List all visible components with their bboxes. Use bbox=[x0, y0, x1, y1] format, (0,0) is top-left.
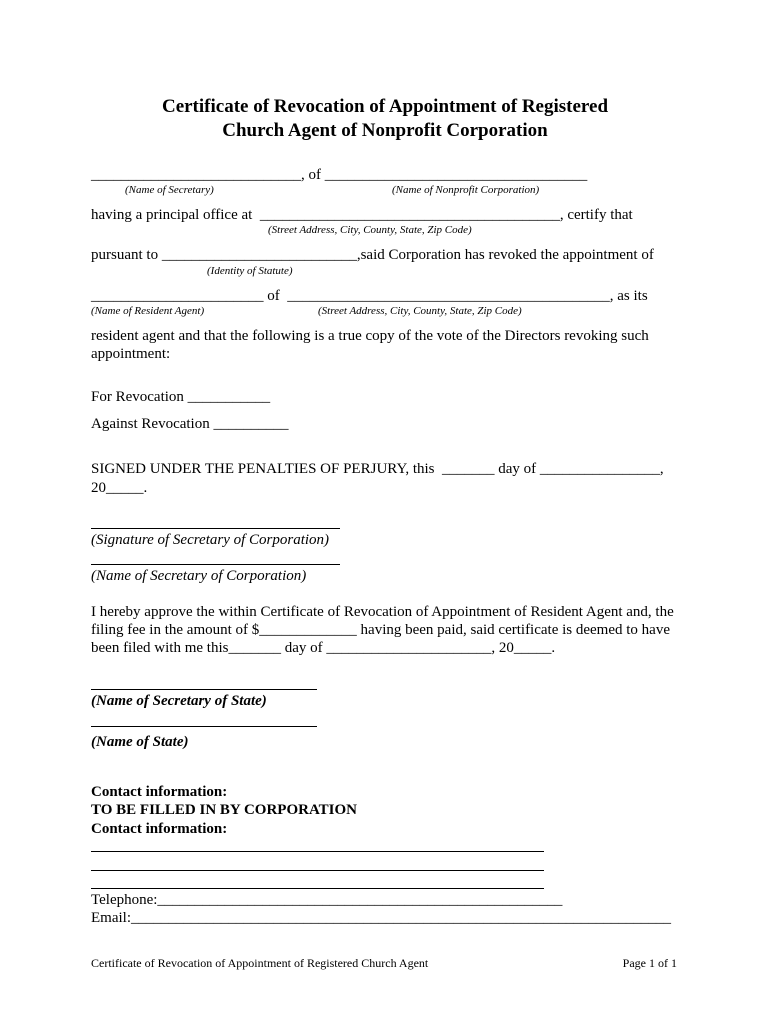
footer-page-number: Page 1 of 1 bbox=[622, 956, 677, 970]
caption-identity-of-statute: (Identity of Statute) bbox=[207, 265, 293, 277]
caption-name-of-resident-agent: (Name of Resident Agent) bbox=[91, 305, 205, 317]
caption-name-of-state: (Name of State) bbox=[91, 734, 189, 750]
resident-agent-line: _______________________ of ___________________________________________, as its bbox=[91, 288, 648, 304]
approval-line-1: I hereby approve the within Certificate of Revocation of Appointment of Resident Agent and, the bbox=[91, 604, 674, 620]
caption-office-address: (Street Address, City, County, State, Zip Code) bbox=[268, 224, 472, 236]
document-title-line-1: Certificate of Revocation of Appointment of Registered bbox=[161, 96, 609, 117]
caption-signature-of-secretary: (Signature of Secretary of Corporation) bbox=[91, 532, 330, 548]
contact-rule-1 bbox=[91, 851, 544, 852]
secretary-of-state-rule bbox=[91, 689, 317, 690]
secretary-corporation-line: ____________________________, of ___________________________________ bbox=[91, 167, 588, 183]
contact-heading-1: Contact information: bbox=[91, 784, 228, 800]
name-secretary-rule bbox=[91, 564, 340, 565]
contact-rule-2 bbox=[91, 870, 544, 871]
caption-name-of-secretary-corporation: (Name of Secretary of Corporation) bbox=[91, 568, 307, 584]
contact-rule-3 bbox=[91, 888, 544, 889]
document-title-line-2: Church Agent of Nonprofit Corporation bbox=[222, 120, 548, 141]
contact-heading-2: TO BE FILLED IN BY CORPORATION bbox=[91, 802, 358, 818]
against-revocation-line: Against Revocation __________ bbox=[91, 416, 289, 432]
approval-line-3: been filed with me this_______ day of ______________________, 20_____. bbox=[91, 640, 556, 656]
caption-name-of-secretary: (Name of Secretary) bbox=[125, 184, 214, 196]
caption-name-of-secretary-of-state: (Name of Secretary of State) bbox=[91, 693, 267, 709]
footer-document-name: Certificate of Revocation of Appointment of Registered Church Agent bbox=[91, 956, 429, 970]
email-line: Email:________________________________________________________________________ bbox=[91, 910, 671, 926]
principal-office-line: having a principal office at ________________________________________, certify that bbox=[91, 207, 633, 223]
contact-heading-3: Contact information: bbox=[91, 821, 228, 837]
vote-paragraph-line-1: resident agent and that the following is a true copy of the vote of the Directors revoking such bbox=[91, 328, 649, 344]
signed-penalties-line-2: 20_____. bbox=[91, 480, 148, 496]
signature-secretary-rule bbox=[91, 528, 340, 529]
caption-name-of-nonprofit-corporation: (Name of Nonprofit Corporation) bbox=[392, 184, 540, 196]
signed-penalties-line-1: SIGNED UNDER THE PENALTIES OF PERJURY, this _______ day of ________________, bbox=[91, 461, 664, 477]
approval-line-2: filing fee in the amount of $_____________ having been paid, said certificate is deemed to have bbox=[91, 622, 670, 638]
telephone-line: Telephone:______________________________________________________ bbox=[91, 892, 563, 908]
caption-agent-address: (Street Address, City, County, State, Zip Code) bbox=[318, 305, 522, 317]
for-revocation-line: For Revocation ___________ bbox=[91, 389, 271, 405]
statute-line: pursuant to __________________________,said Corporation has revoked the appointment of bbox=[91, 247, 654, 263]
vote-paragraph-line-2: appointment: bbox=[91, 346, 171, 362]
state-rule bbox=[91, 726, 317, 727]
